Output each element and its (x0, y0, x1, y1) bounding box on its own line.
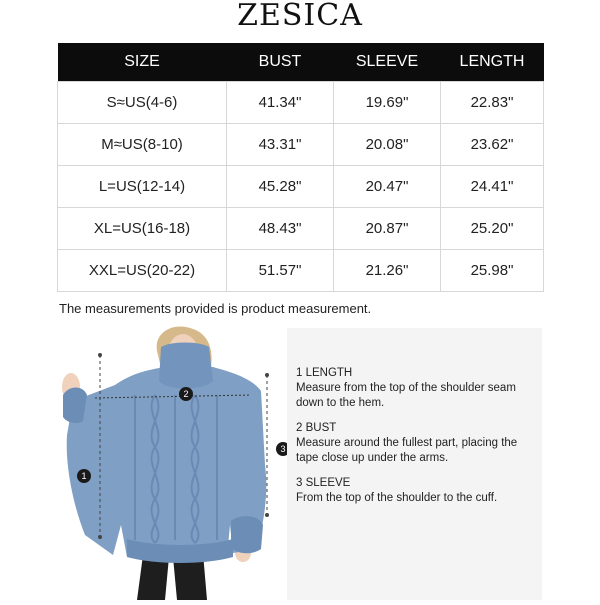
cell-length: 22.83" (441, 82, 544, 124)
cell-size: XXL=US(20-22) (58, 250, 227, 292)
guide-bust-title: 2 BUST (296, 422, 337, 434)
cell-bust: 43.31" (227, 124, 334, 166)
cell-length: 25.98" (441, 250, 544, 292)
cell-sleeve: 20.08" (334, 124, 441, 166)
cell-length: 24.41" (441, 166, 544, 208)
table-row (58, 208, 544, 250)
cell-size: XL=US(16-18) (58, 208, 227, 250)
cell-bust: 48.43" (227, 208, 334, 250)
guide-length (296, 366, 536, 411)
header-length: LENGTH (441, 43, 544, 82)
guide-length-title: 1 LENGTH (296, 367, 353, 379)
marker-3: 3 (276, 442, 290, 456)
guide-sleeve-desc: From the top of the shoulder to the cuff. (296, 492, 498, 504)
cell-size: S≈US(4-6) (58, 82, 227, 124)
cell-sleeve: 19.69" (334, 82, 441, 124)
marker-1: 1 (77, 469, 91, 483)
cell-sleeve: 20.87" (334, 208, 441, 250)
cell-size: L=US(12-14) (58, 166, 227, 208)
cell-sleeve: 20.47" (334, 166, 441, 208)
guide-bust-desc: Measure around the fullest part, placing the tape close up under the arms. (296, 437, 518, 464)
cell-length: 23.62" (441, 124, 544, 166)
cell-length: 25.20" (441, 208, 544, 250)
cell-bust: 45.28" (227, 166, 334, 208)
guide-bust (296, 421, 536, 466)
cell-bust: 51.57" (227, 250, 334, 292)
brand-logo: ZESICA (237, 0, 363, 33)
sweater-photo (55, 325, 285, 600)
cell-bust: 41.34" (227, 82, 334, 124)
guide-length-desc: Measure from the top of the shoulder seam down to the hem. (296, 382, 516, 409)
table-row (58, 124, 544, 166)
cell-sleeve: 21.26" (334, 250, 441, 292)
measurement-guide-panel (287, 328, 542, 600)
marker-2: 2 (179, 387, 193, 401)
table-row (58, 166, 544, 208)
header-size: SIZE (58, 43, 227, 82)
measurement-note: The measurements provided is product measurement. (59, 301, 372, 316)
guide-sleeve (296, 476, 536, 506)
size-chart-table (57, 43, 544, 292)
table-row (58, 250, 544, 292)
cell-size: M≈US(8-10) (58, 124, 227, 166)
header-sleeve: SLEEVE (334, 43, 441, 82)
table-row (58, 82, 544, 124)
header-bust: BUST (227, 43, 334, 82)
guide-sleeve-title: 3 SLEEVE (296, 477, 351, 489)
table-header-row (58, 43, 544, 82)
